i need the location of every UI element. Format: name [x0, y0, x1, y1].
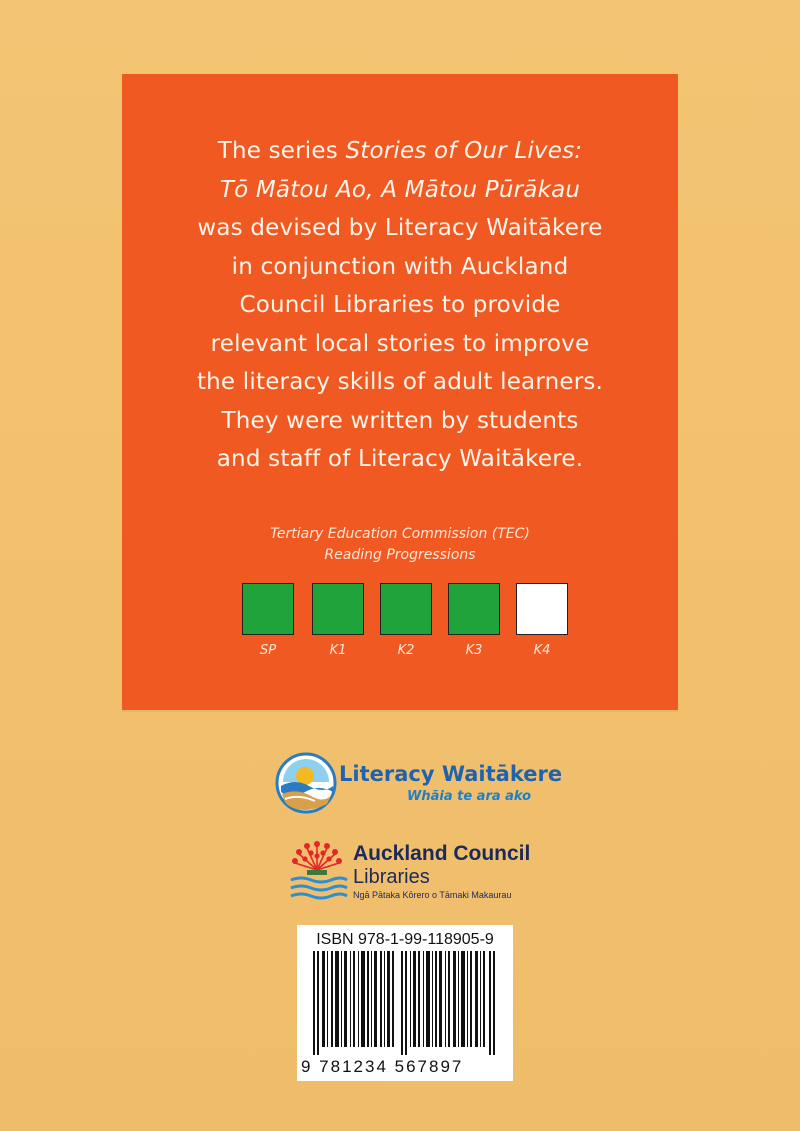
isbn-barcode — [297, 925, 513, 1081]
literacy-waitakere-tagline: Whāia te ara ako — [407, 789, 532, 804]
description-panel — [122, 74, 678, 710]
literacy-waitakere-logo — [275, 752, 605, 818]
level-box — [516, 583, 568, 635]
isbn-text: ISBN 978-1-99-118905-9 — [316, 931, 494, 948]
level-box — [380, 583, 432, 635]
literacy-waitakere-emblem-icon — [275, 752, 337, 814]
blurb-line-5: Council Libraries to provide — [239, 292, 561, 318]
libraries-maori-name: Ngā Pātaka Kōrero o Tāmaki Makaurau — [353, 890, 512, 900]
series-subtitle: Tō Mātou Ao, A Mātou Pūrākau — [219, 176, 581, 203]
blurb-line-1a: The series — [217, 138, 346, 164]
level-k2 — [380, 583, 432, 658]
level-box — [312, 583, 364, 635]
tec-line-1: Tertiary Education Commission (TEC) — [270, 526, 530, 542]
blurb-line-7: the literacy skills of adult learners. — [196, 369, 604, 395]
series-title: Stories of Our Lives: — [345, 138, 583, 164]
blurb-line-9: and staff of Literacy Waitākere. — [216, 446, 584, 472]
level-label: K1 — [329, 643, 347, 658]
tec-caption — [122, 524, 678, 566]
level-box — [448, 583, 500, 635]
level-box — [242, 583, 294, 635]
libraries-name: Libraries — [353, 866, 430, 888]
level-k3 — [448, 583, 500, 658]
level-k4 — [516, 583, 568, 658]
reading-progression-levels — [242, 583, 572, 673]
blurb-line-3: was devised by Literacy Waitākere — [197, 215, 603, 241]
blurb-line-4: in conjunction with Auckland — [231, 253, 569, 280]
barcode-bars-icon — [297, 951, 513, 1055]
series-description — [122, 132, 678, 479]
blurb-line-6: relevant local stories to improve — [210, 330, 590, 357]
auckland-council-libraries-logo — [285, 836, 555, 906]
level-label: K2 — [397, 643, 415, 658]
level-k1 — [312, 583, 364, 658]
tec-line-2: Reading Progressions — [324, 547, 476, 563]
literacy-waitakere-name: Literacy Waitākere — [339, 762, 563, 786]
auckland-council-name: Auckland Council — [353, 842, 531, 865]
level-label: K4 — [533, 643, 551, 658]
level-label: SP — [259, 643, 277, 658]
level-sp — [242, 583, 294, 658]
blurb-line-8: They were written by students — [221, 407, 579, 434]
pohutukawa-flower-icon — [285, 836, 349, 908]
barcode-digits: 9 781234 567897 — [301, 1057, 464, 1076]
level-label: K3 — [465, 643, 483, 658]
